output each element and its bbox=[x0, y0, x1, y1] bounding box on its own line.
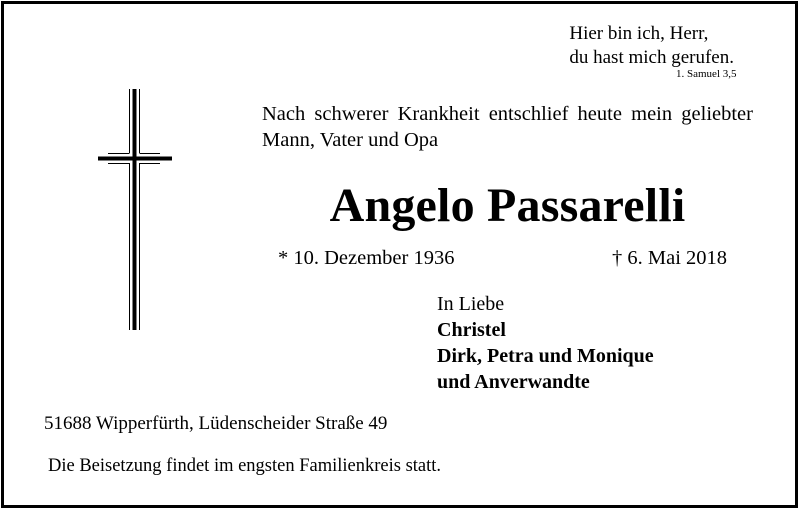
deceased-name: Angelo Passarelli bbox=[329, 179, 686, 232]
mourner-line: und Anverwandte bbox=[437, 371, 590, 393]
mourners-block bbox=[437, 291, 654, 395]
mourner-line: Dirk, Petra und Monique bbox=[437, 345, 654, 367]
bible-verse bbox=[569, 22, 734, 70]
verse-line: du hast mich gerufen. bbox=[569, 47, 734, 68]
mourner-line: Christel bbox=[437, 319, 506, 341]
funeral-note: Die Beisetzung findet im engsten Familienkreis statt. bbox=[48, 456, 442, 476]
greeting: In Liebe bbox=[437, 293, 505, 315]
address: 51688 Wipperfürth, Lüdenscheider Straße 49 bbox=[44, 413, 388, 434]
birth-date: * 10. Dezember 1936 bbox=[278, 247, 455, 269]
verse-line: Hier bin ich, Herr, bbox=[569, 23, 709, 44]
cross-icon bbox=[98, 89, 172, 330]
intro-text: Nach schwerer Krankheit entschlief heute mein geliebter Mann, Vater und Opa bbox=[262, 103, 753, 151]
death-date: † 6. Mai 2018 bbox=[612, 247, 728, 269]
verse-reference: 1. Samuel 3,5 bbox=[676, 68, 737, 80]
